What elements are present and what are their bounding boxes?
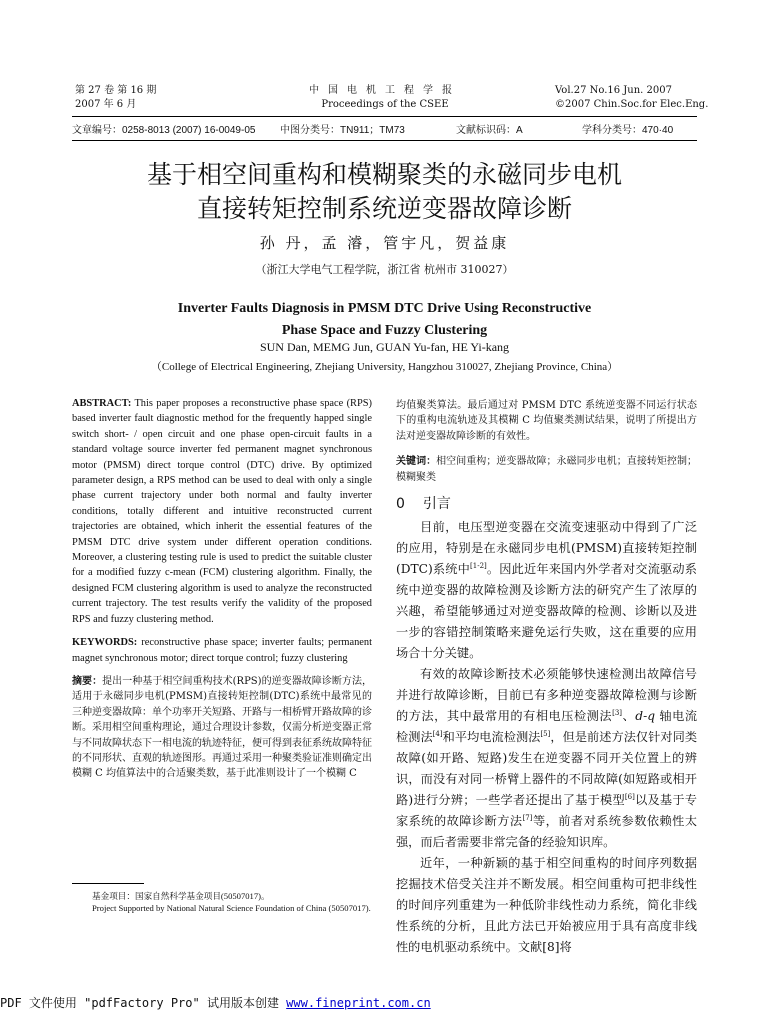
article-number: 文章编号：0258-8013 (2007) 16-0049-05	[72, 125, 256, 136]
body-text: 、	[622, 709, 636, 724]
title-en-line1: Inverter Faults Diagnosis in PMSM DTC Drive Using Reconstructive	[177, 301, 592, 316]
body-text: 目前，电压型逆变器在交流变速驱动中得到了广泛的应用，特别是在永磁同步电机(PMSM)直接转矩控制(DTC)系统中	[396, 520, 697, 577]
journal-name-en: Proceedings of the CSEE	[321, 99, 449, 110]
abstract-cn-continued: 均值聚类算法。最后通过对 PMSM DTC 系统逆变器不同运行状态下的重构电流轨迹及其模糊 C 均值聚类测试结果，说明了所提出方法对逆变器故障诊断的有效性。	[396, 400, 697, 442]
section-number: 0	[396, 496, 405, 513]
citation: [4]	[432, 729, 443, 738]
body-text: 轴电流检测法	[396, 709, 698, 745]
citation: [5]	[540, 729, 551, 738]
header-rule-top	[72, 116, 697, 117]
pdf-footer	[0, 994, 431, 1011]
keywords-en-label: KEYWORDS:	[72, 637, 138, 649]
abstract-en-text: This paper proposes a reconstructive phase space (RPS) based inverter fault diagnostic method for the frequently happed single switch short- / open circuit and one phase open-circuit faults in a standard voltage source inverter fed permanent magnet synchronous motor (PMSM) direct torque control (DTC) drive. By optimized parameter design, a RPS method can be used to deal with only a single phase current trajectory under both normal and faulty inverter conditions, totally different and intuitive reconstructed current trajectories are obtained, which inherit the essential features of the PMSM DTC drive system under different operation conditions. Moreover, a clustering testing rule is used to predict the suitable cluster for a modified fuzzy c-mean (FCM) clustering algorithm. Finally, the designed FCM clustering algorithm is used to analyze the reconstructed current trajectory. The test results verify the validity of the proposed RPS and fuzzy clustering method.	[72, 398, 372, 625]
keywords-cn-text: 相空间重构；逆变器故障；永磁同步电机；直接转矩控制；模糊聚类	[396, 456, 698, 483]
clc-number: 中图分类号：TN911；TM73	[280, 125, 405, 136]
right-column	[396, 398, 697, 958]
body-text: ，但是前述方法仅针对同类故障(如开路、短路)发生在逆变器不同开关位置上的辨识，而没有对同一桥臂上器件的不同故障(如短路或相开路)进行分辨；一些学者还提出了基于模型	[396, 730, 698, 808]
abstract-en-label: ABSTRACT:	[72, 398, 132, 409]
citation: [1-2]	[470, 561, 487, 570]
footer-link[interactable]: www.fineprint.com.cn	[286, 996, 431, 1010]
body-paragraph-1	[396, 517, 697, 664]
keywords-cn	[396, 454, 697, 485]
body-text: 以及基于专家系统的故障诊断方法	[396, 793, 697, 829]
title-cn-line2: 直接转矩控制系统逆变器故障诊断	[196, 194, 572, 223]
abstract-cn-label: 摘要：	[72, 675, 103, 687]
body-text: 等，前者对系统参数依赖性太强，而后者需要非常完备的经验知识库。	[396, 814, 698, 850]
section-title: 引言	[422, 496, 451, 513]
document-code: 文献标识码：A	[456, 125, 523, 136]
subject-code: 学科分类号：470·40	[582, 125, 674, 136]
keywords-en-text: reconstructive phase space; inverter faults; permanent magnet synchronous motor; direct torque control; fuzzy clustering	[72, 637, 372, 664]
citation: [3]	[612, 708, 623, 717]
authors-cn: 孙 丹，孟 濬，管宇凡，贺益康	[259, 234, 510, 252]
footnote-rule	[72, 883, 144, 884]
footnote	[72, 890, 372, 914]
abstract-cn-text: 提出一种基于相空间重构技术(RPS)的逆变器故障诊断方法，适用于永磁同步电机(PMSM)直接转矩控制(DTC)系统中最常见的三种逆变器故障：单个功率开关短路、开路与一相桥臂开路故障的诊断。采用相空间重构理论，通过合理设计参数，仅需分析逆变器正常与不同故障状态下一相电流的轨迹特征，便可得到表征系统故障特征的不同形状、直观的轨迹图形。再通过采用一种聚类验证准则确定出模糊 C 均值算法中的合适聚类数，基于此准则设计了一个模糊 C	[72, 675, 372, 780]
footnote-en: Project Supported by National Natural Science Foundation of China (50507017).	[92, 903, 371, 913]
citation: [7]	[522, 813, 533, 822]
body-paragraph-3: 近年，一种新颖的基于相空间重构的时间序列数据挖掘技术倍受关注并不断发展。相空间重构可把非线性的时间序列重建为一种低阶非线性动力系统，简化非线性系统的分析，且此方法已开始被应用于具有高度非线性的电机驱动系统中。文献[8]将	[396, 856, 697, 955]
body-paragraph-2	[396, 664, 697, 853]
dq-symbol: d-q	[635, 709, 656, 724]
publication-date: 2007 年 6 月	[75, 99, 137, 110]
keywords-en	[72, 635, 372, 666]
journal-name-cn: 中国电机工程学报	[309, 85, 461, 96]
section-heading	[396, 493, 697, 513]
footnote-cn: 基金项目：国家自然科学基金项目(50507017)。	[92, 891, 270, 901]
affiliation-cn: （浙江大学电气工程学院，浙江省 杭州市 310027）	[255, 263, 514, 276]
footer-text: PDF 文件使用 "pdfFactory Pro" 试用版本创建	[0, 996, 287, 1010]
copyright: ©2007 Chin.Soc.for Elec.Eng.	[555, 99, 709, 110]
citation: [6]	[624, 792, 635, 801]
authors-en: SUN Dan, MEMG Jun, GUAN Yu-fan, HE Yi-kang	[259, 340, 510, 354]
journal-name	[280, 84, 490, 112]
header-rule-bottom	[72, 140, 697, 141]
abstract-en	[72, 396, 372, 627]
title-cn-line1: 基于相空间重构和模糊聚类的永磁同步电机	[146, 160, 622, 189]
journal-issue-info-en	[555, 84, 708, 112]
affiliation-en: （College of Electrical Engineering, Zhejiang University, Hangzhou 310027, Zhejiang Province, China）	[150, 361, 619, 373]
body-text: 。因此近年来国内外学者对交流驱动系统中逆变器的故障检测及诊断方法的研究产生了浓厚的兴趣，希望能够通过对逆变器故障的检测、诊断以及进一步的容错控制策略来避免运行失败，这在重要的应用场合十分关键。	[396, 562, 697, 661]
left-column	[72, 396, 372, 782]
article-meta-row	[72, 121, 697, 136]
volume-issue: 第 27 卷 第 16 期	[75, 85, 157, 96]
keywords-cn-label: 关键词：	[396, 456, 437, 468]
body-text: 和平均电流检测法	[442, 730, 541, 745]
title-en-line2: Phase Space and Fuzzy Clustering	[281, 323, 488, 338]
abstract-cn	[72, 674, 372, 782]
volume-issue-en: Vol.27 No.16 Jun. 2007	[555, 85, 672, 96]
body-text: 有效的故障诊断技术必须能够快速检测出故障信号并进行故障诊断，目前已有多种逆变器故障检测与诊断的方法，其中最常用的有相电压检测法	[396, 667, 697, 724]
journal-issue-info	[75, 84, 156, 112]
